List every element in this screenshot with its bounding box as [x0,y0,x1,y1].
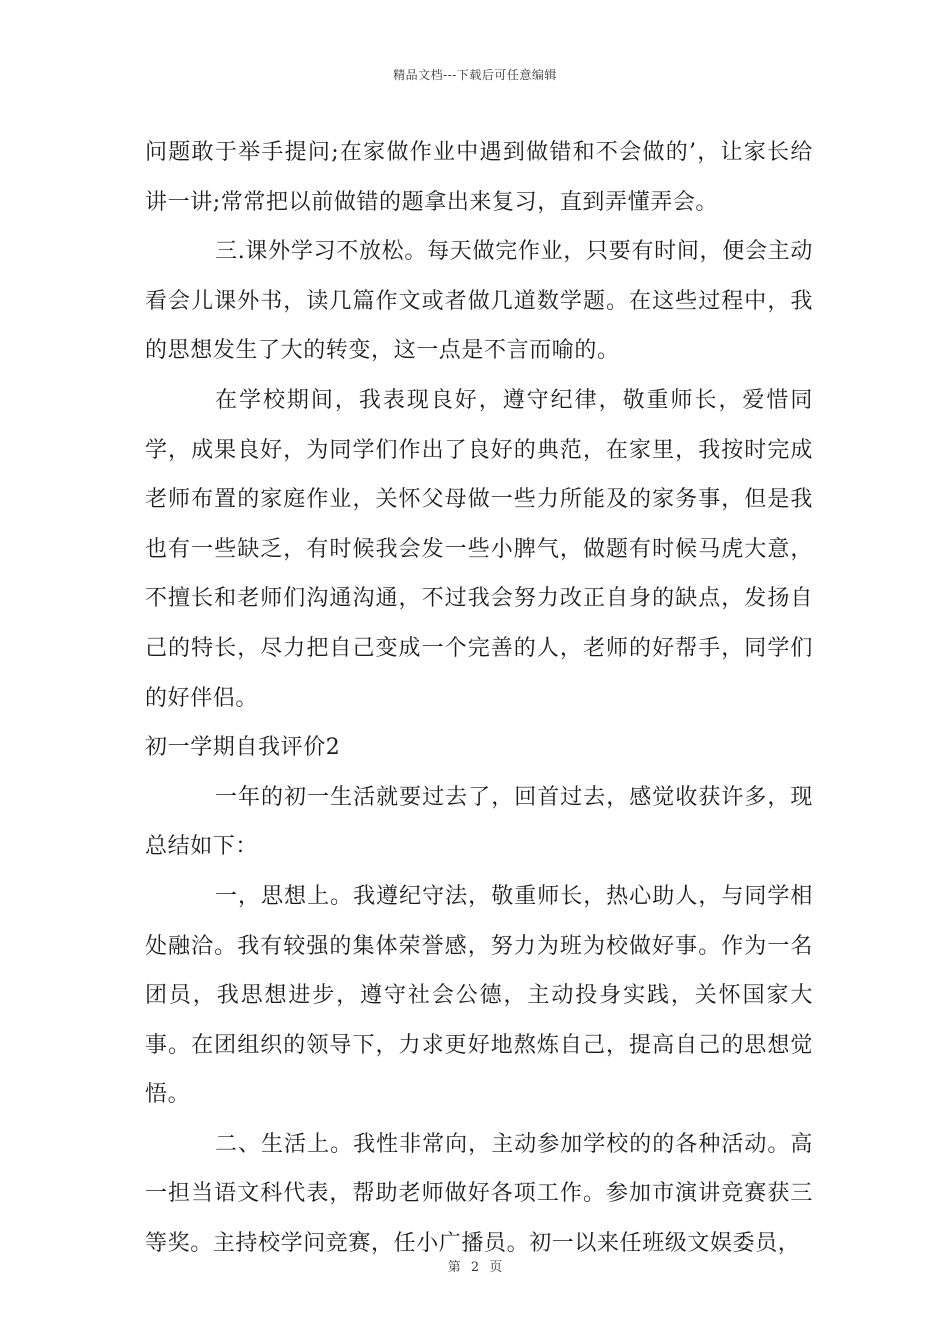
paragraph-school-performance: 在学校期间，我表现良好，遵守纪律，敬重师长，爱惜同学，成果良好，为同学们作出了良好的典范，在家里，我按时完成老师布置的家庭作业，关怀父母做一些力所能及的家务事，但是我也有一些缺乏，有时候我会发一些小脾气，做题有时候马虎大意，不擅长和老师们沟通沟通，不过我会努力改正自身的缺点，发扬自己的特长，尽力把自己变成一个完善的人，老师的好帮手，同学们的好伴侣。 [145,387,813,711]
page-number: 2 [470,1260,480,1275]
footer-prefix: 第 [447,1260,461,1275]
page-header: 精品文档---下载后可任意编辑 [393,68,557,82]
section-heading: 初一学期自我评价2 [145,735,341,761]
paragraph-thought: 一，思想上。我遵纪守法，敬重师长，热心助人，与同学相处融洽。我有较强的集体荣誉感，努力为班为校做好事。作为一名团员，我思想进步，遵守社会公德，主动投身实践，关怀国家大事。在团组织的领导下，力求更好地熬炼自己，提高自己的思想觉悟。 [145,883,813,1108]
paragraph-intro: 一年的初一生活就要过去了，回首过去，感觉收获许多，现总结如下： [145,784,813,860]
footer-suffix: 页 [489,1260,503,1275]
document-body [145,128,813,1269]
page-footer [0,1256,950,1275]
paragraph-continuation: 问题敢于举手提问;在家做作业中遇到做错和不会做的’，让家长给讲一讲;常常把以前做错的题拿出来复习，直到弄懂弄会。 [145,140,813,215]
paragraph-section-three: 三.课外学习不放松。每天做完作业，只要有时间，便会主动看会儿课外书，读几篇作文或者做几道数学题。在这些过程中，我的思想发生了大的转变，这一点是不言而喻的。 [145,239,813,364]
paragraph-life: 二、生活上。我性非常向，主动参加学校的的各种活动。高一担当语文科代表，帮助老师做好各项工作。参加市演讲竞赛获三等奖。主持校学问竞赛，任小广播员。初一以来任班级文娱委员， [145,1131,813,1257]
